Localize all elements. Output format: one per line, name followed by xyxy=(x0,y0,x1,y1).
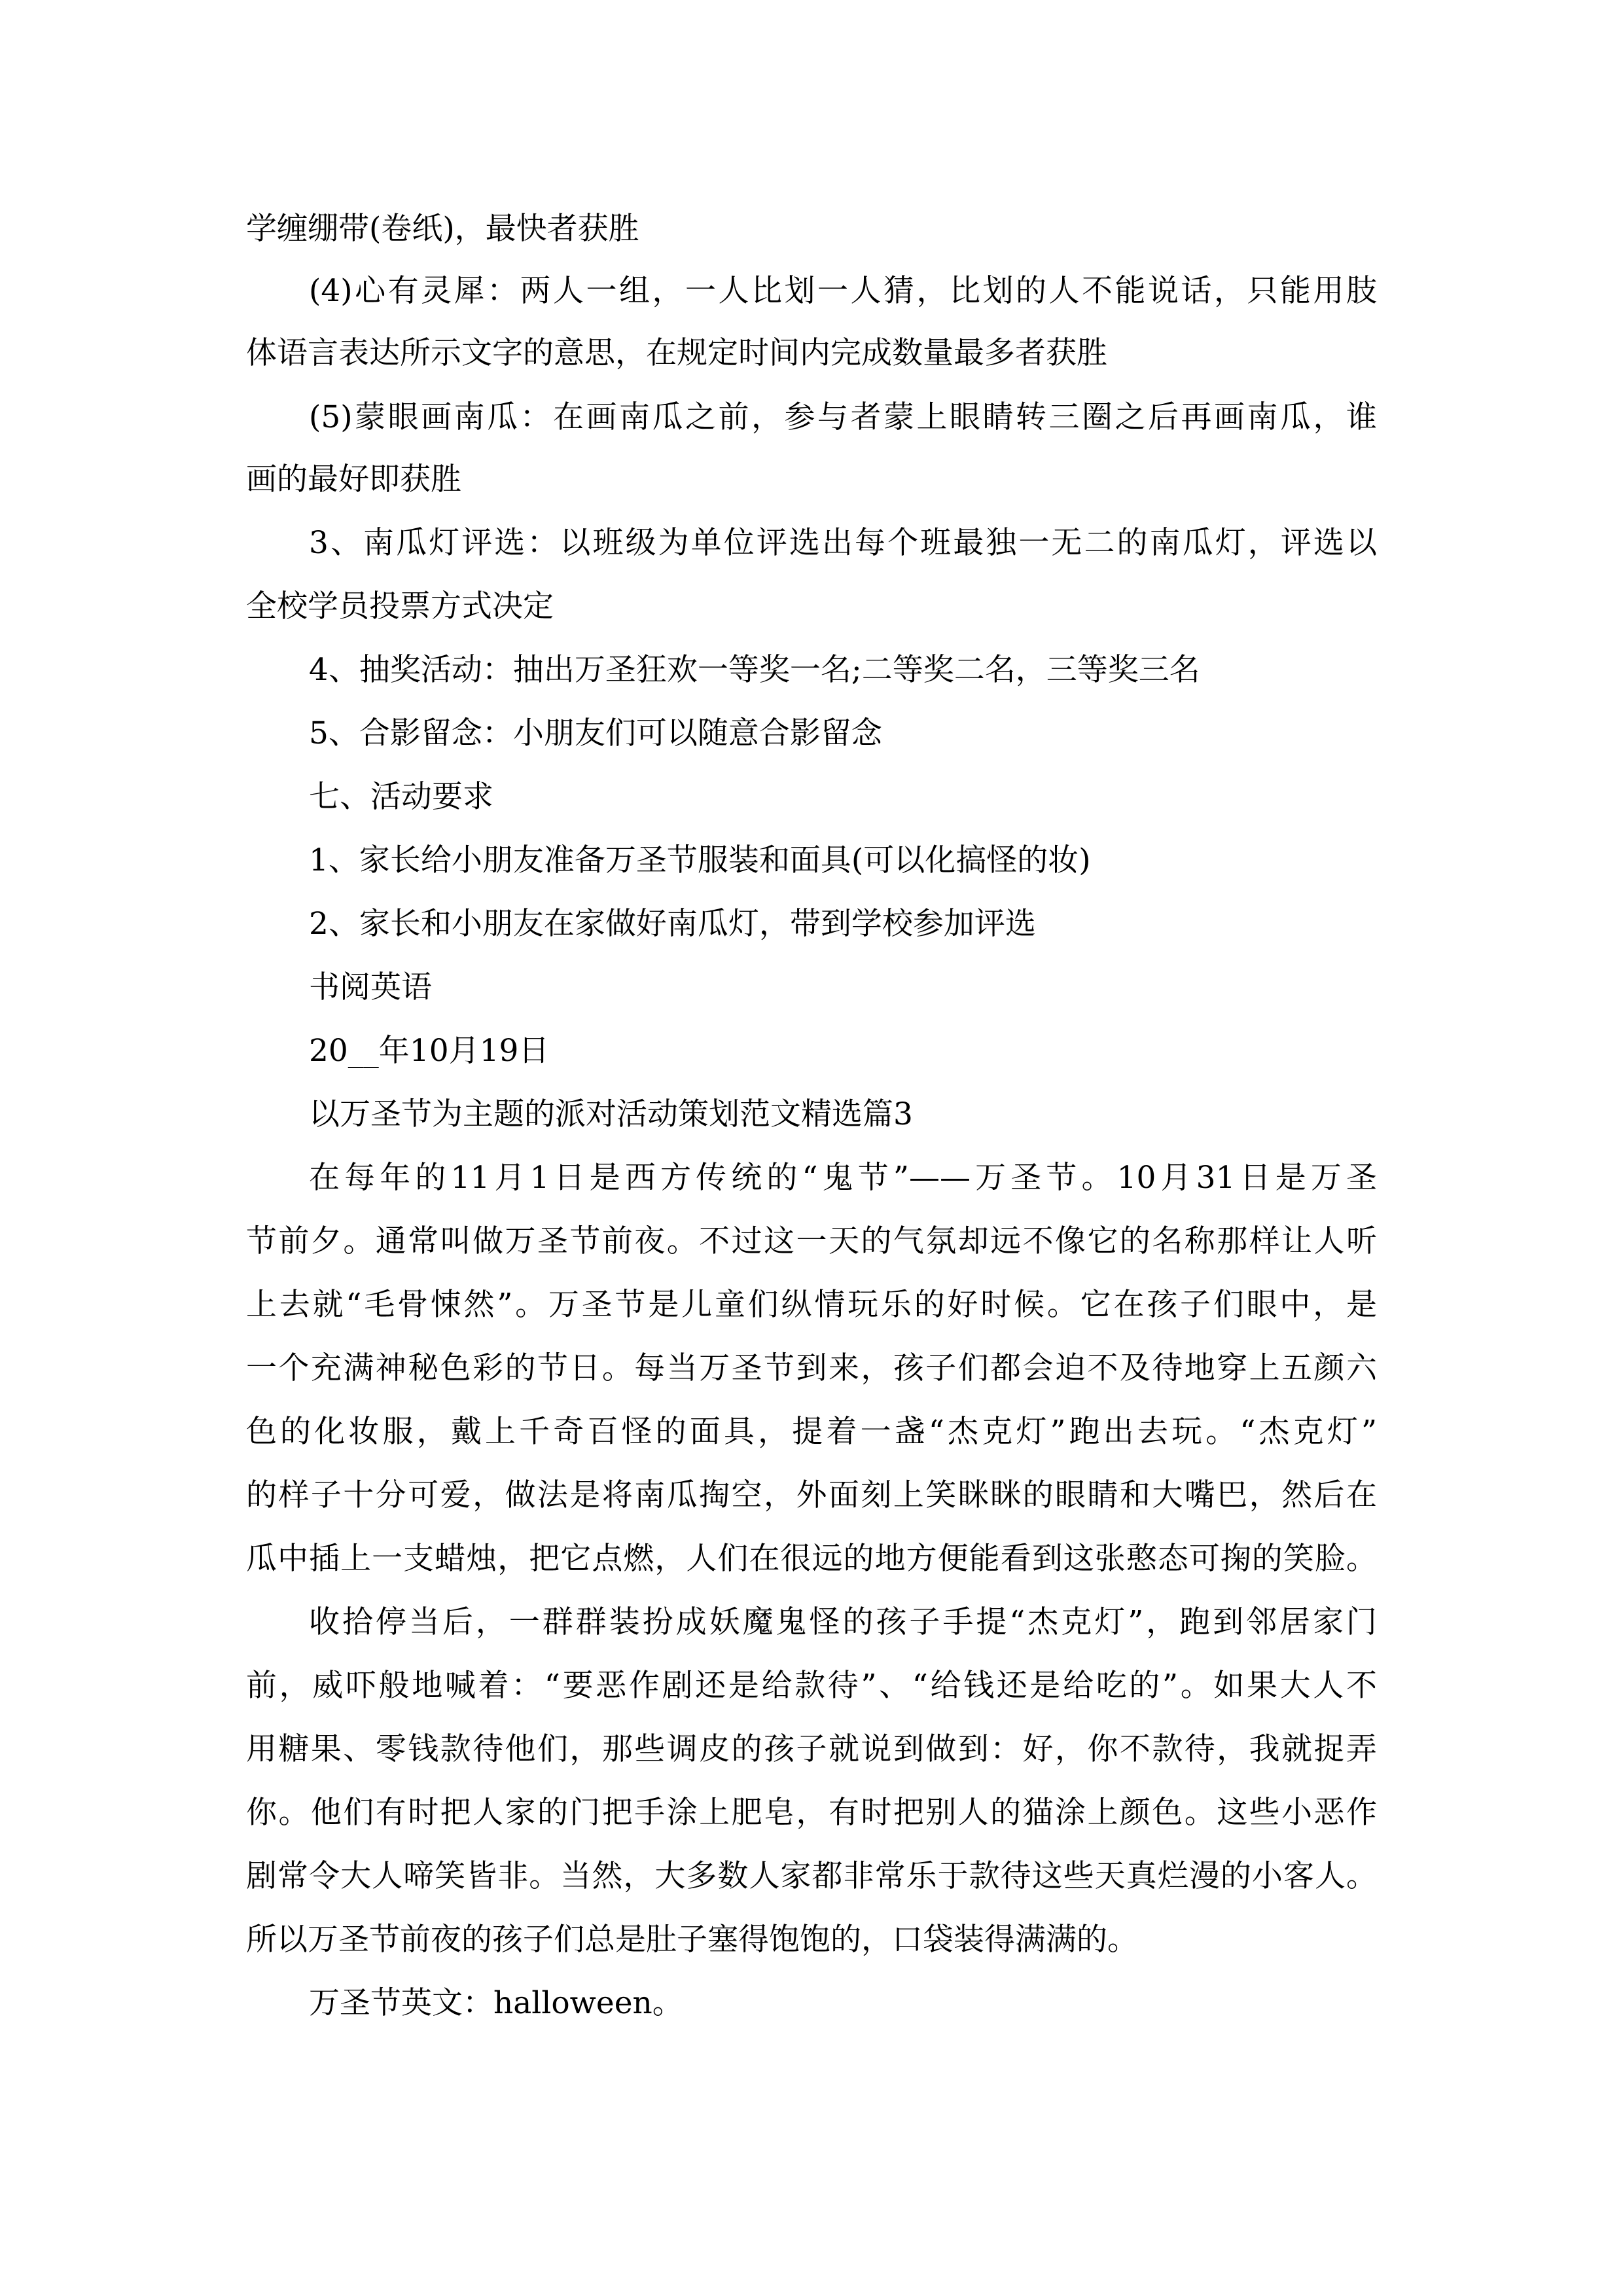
paragraph-line-24: 前，威吓般地喊着：“要恶作剧还是给款待”、“给钱还是给吃的”。如果大人不 xyxy=(246,1668,1377,1704)
paragraph-line-25: 用糖果、零钱款待他们，那些调皮的孩子就说到做到：好，你不款待，我就捉弄 xyxy=(246,1731,1377,1767)
signature-organization: 书阅英语 xyxy=(309,969,432,1005)
paragraph-line-28: 所以万圣节前夜的孩子们总是肚子塞得饱饱的，口袋装得满满的。 xyxy=(246,1922,1138,1958)
paragraph-line-16: 在每年的11月1日是西方传统的“鬼节”——万圣节。10月31日是万圣 xyxy=(309,1160,1377,1196)
signature-date: 20__年10月19日 xyxy=(309,1033,550,1069)
paragraph-line-19: 一个充满神秘色彩的节日。每当万圣节到来，孩子们都会迫不及待地穿上五颜六 xyxy=(246,1350,1377,1386)
paragraph-line-1: 学缠绷带(卷纸)，最快者获胜 xyxy=(246,211,639,247)
article-title: 以万圣节为主题的派对活动策划范文精选篇3 xyxy=(309,1096,913,1132)
paragraph-line-4: (5)蒙眼画南瓜：在画南瓜之前，参与者蒙上眼睛转三圈之后再画南瓜，谁 xyxy=(309,399,1377,435)
paragraph-line-22: 瓜中插上一支蜡烛，把它点燃，人们在很远的地方便能看到这张憨态可掬的笑脸。 xyxy=(246,1541,1377,1577)
paragraph-line-23: 收拾停当后，一群群装扮成妖魔鬼怪的孩子手提“杰克灯”，跑到邻居家门 xyxy=(309,1604,1377,1640)
paragraph-line-21: 的样子十分可爱，做法是将南瓜掏空，外面刻上笑眯眯的眼睛和大嘴巴，然后在 xyxy=(246,1477,1377,1513)
paragraph-line-27: 剧常令大人啼笑皆非。当然，大多数人家都非常乐于款待这些天真烂漫的小客人。 xyxy=(246,1858,1377,1894)
paragraph-line-3: 体语言表达所示文字的意思，在规定时间内完成数量最多者获胜 xyxy=(246,335,1107,371)
paragraph-line-20: 色的化妆服，戴上千奇百怪的面具，提着一盏“杰克灯”跑出去玩。“杰克灯” xyxy=(246,1414,1377,1450)
paragraph-line-29: 万圣节英文：halloween。 xyxy=(309,1985,683,2021)
paragraph-line-12: 2、家长和小朋友在家做好南瓜灯，带到学校参加评选 xyxy=(309,906,1036,942)
paragraph-line-17: 节前夕。通常叫做万圣节前夜。不过这一天的气氛却远不像它的名称那样让人听 xyxy=(246,1223,1377,1259)
paragraph-line-9: 5、合影留念：小朋友们可以随意合影留念 xyxy=(309,715,882,751)
paragraph-line-7: 全校学员投票方式决定 xyxy=(246,588,554,624)
paragraph-line-26: 你。他们有时把人家的门把手涂上肥皂，有时把别人的猫涂上颜色。这些小恶作 xyxy=(246,1795,1377,1831)
section-heading: 七、活动要求 xyxy=(309,779,493,815)
paragraph-line-6: 3、南瓜灯评选：以班级为单位评选出每个班最独一无二的南瓜灯，评选以 xyxy=(309,525,1377,561)
paragraph-line-2: (4)心有灵犀：两人一组，一人比划一人猜，比划的人不能说话，只能用肢 xyxy=(309,273,1377,309)
paragraph-line-11: 1、家长给小朋友准备万圣节服装和面具(可以化搞怪的妆) xyxy=(309,842,1091,878)
paragraph-line-8: 4、抽奖活动：抽出万圣狂欢一等奖一名;二等奖二名，三等奖三名 xyxy=(309,652,1200,688)
paragraph-line-18: 上去就“毛骨悚然”。万圣节是儿童们纵情玩乐的好时候。它在孩子们眼中，是 xyxy=(246,1287,1377,1323)
paragraph-line-5: 画的最好即获胜 xyxy=(246,461,461,497)
